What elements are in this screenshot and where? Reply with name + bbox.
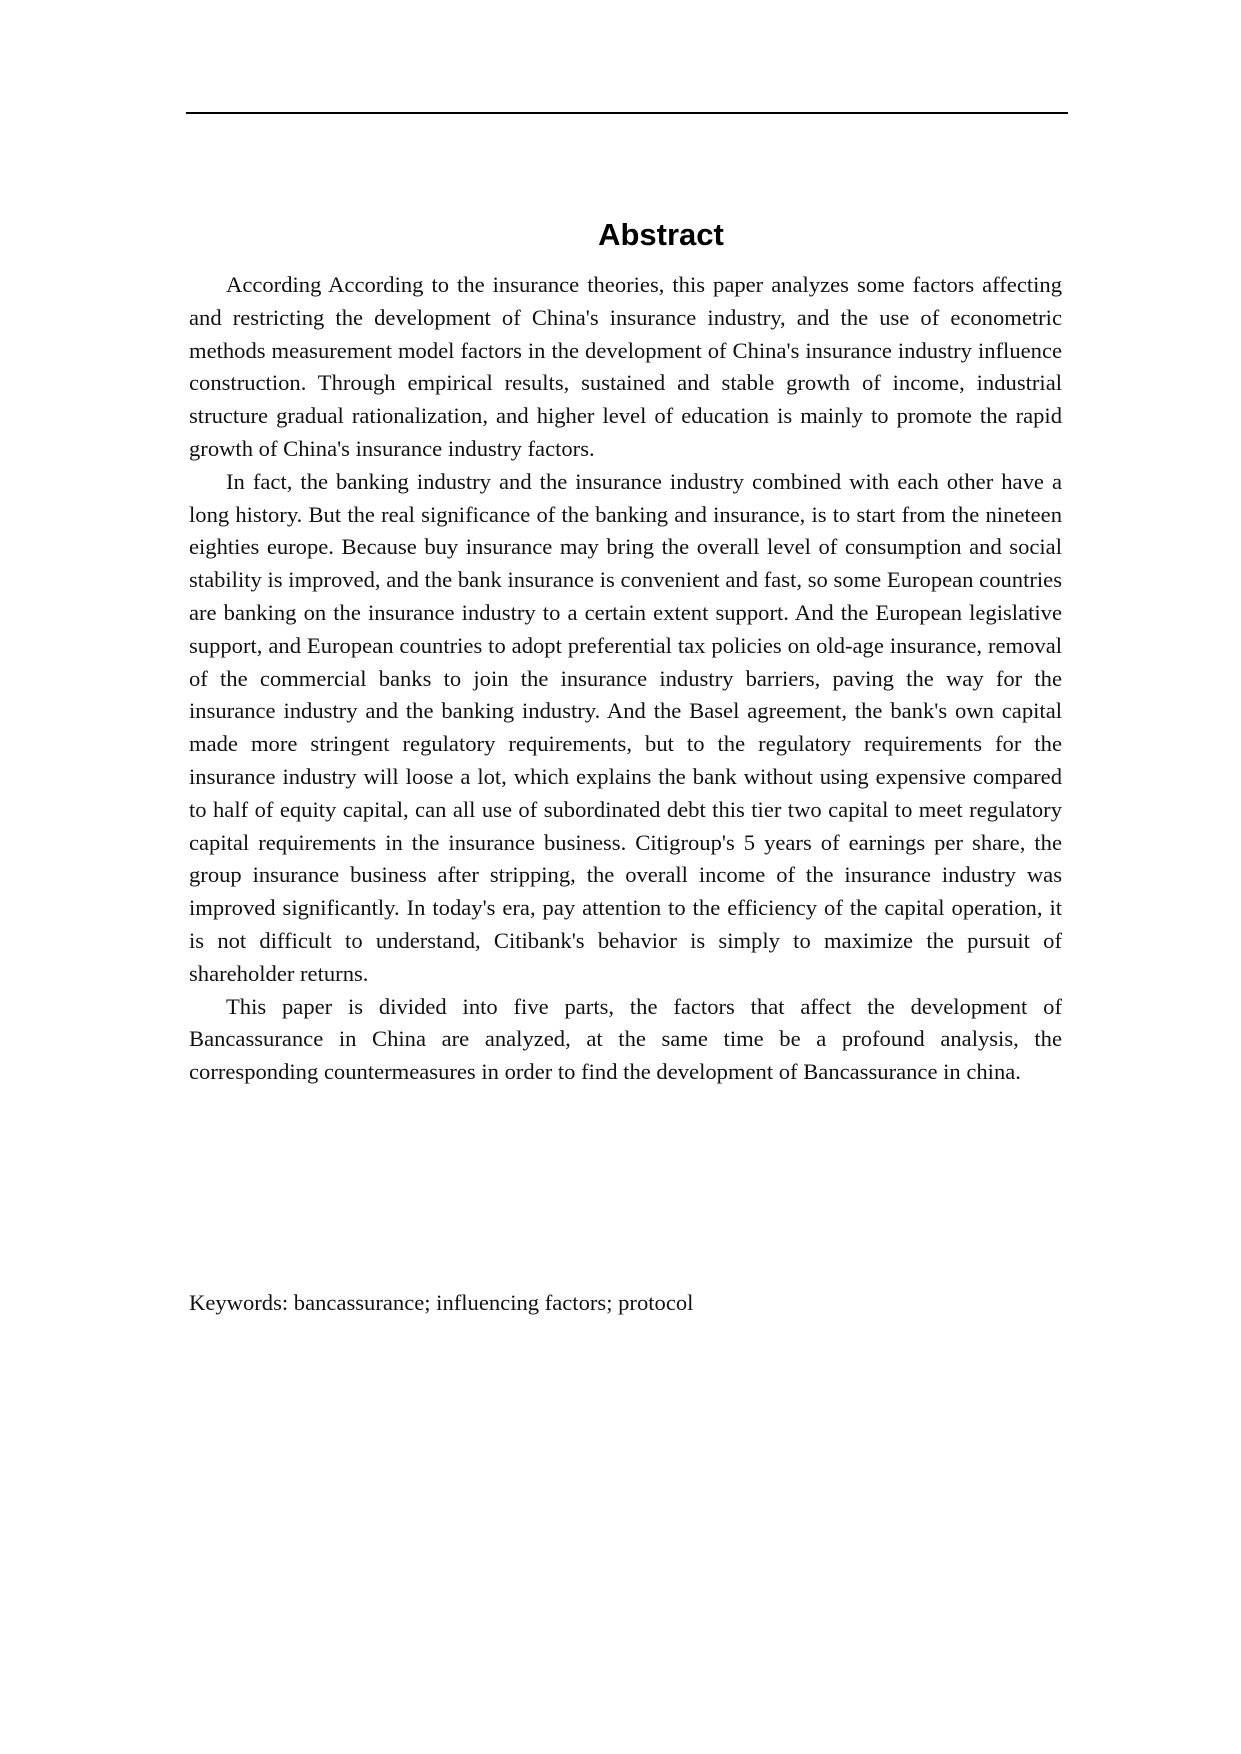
abstract-paragraph-1: According According to the insurance theories, this paper analyzes some factors affecting and restricting the development of China's insurance industry, and the use of econometric methods measurement model factors in the development of China's insurance industry influence construction. Through empirical results, sustained and stable growth of income, industrial structure gradual rationalization, and higher level of education is mainly to promote the rapid growth of China's insurance industry factors. [189,272,1062,461]
keywords-line: Keywords: bancassurance; influencing factors; protocol [189,1290,694,1315]
abstract-paragraph-2: In fact, the banking industry and the insurance industry combined with each other have a long history. But the real significance of the banking and insurance, is to start from the nineteen eighties europe. Because buy insurance may bring the overall level of consumption and social stability is improved, and the bank insurance is convenient and fast, so some European countries are banking on the insurance industry to a certain extent support. And the European legislative support, and European countries to adopt preferential tax policies on old-age insurance, removal of the commercial banks to join the insurance industry barriers, paving the way for the insurance industry and the banking industry. And the Basel agreement, the bank's own capital made more stringent regulatory requirements, but to the regulatory requirements for the insurance industry will loose a lot, which explains the bank without using expensive compared to half of equity capital, can all use of subordinated debt this tier two capital to meet regulatory capital requirements in the insurance business. Citigroup's 5 years of earnings per share, the group insurance business after stripping, the overall income of the insurance industry was improved significantly. In today's era, pay attention to the efficiency of the capital operation, it is not difficult to understand, Citibank's behavior is simply to maximize the pursuit of shareholder returns. [189,468,1062,986]
abstract-paragraph-3: This paper is divided into five parts, the factors that affect the development of Bancassurance in China are analyzed, at the same time be a profound analysis, the corresponding countermeasures in order to find the development of Bancassurance in china. [189,993,1062,1085]
header-rule [186,112,1068,114]
abstract-body [189,269,1062,1089]
page-title: Abstract [598,216,724,252]
